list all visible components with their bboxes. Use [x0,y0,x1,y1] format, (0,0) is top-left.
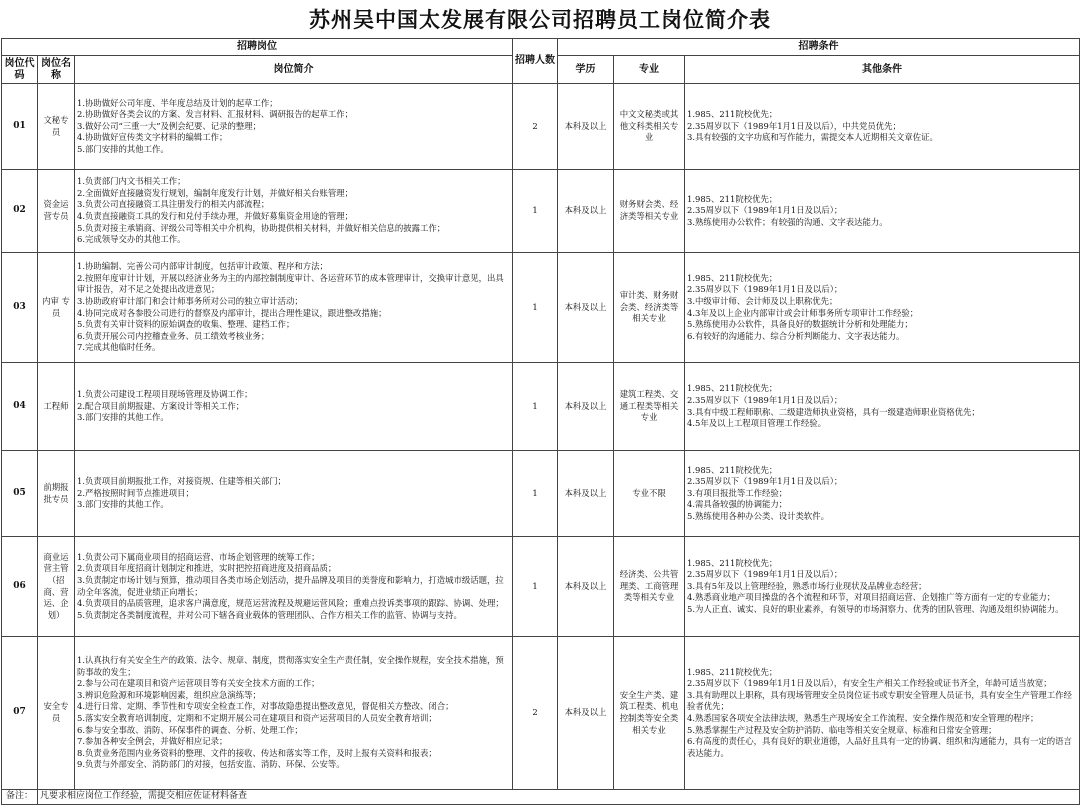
condition-line: 5.熟练使用各种办公类、设计类软件。 [687,510,829,521]
condition-line: 1.985、211院校优先； [687,666,778,677]
intro-line: 2.配合项目前期报建、方案设计等相关工作； [77,400,245,411]
education-requirement: 本科及以上 [558,84,614,170]
major-requirement: 财务财会类、经济类等相关专业 [614,170,685,253]
intro-line: 4.负责直接融资工具的发行和兑付手续办理，并做好募集资金用途的管理； [77,211,353,221]
condition-line: 3.具有5年及以上管理经验，熟悉市场行业现状及品牌业态经营； [687,580,927,591]
table-row [2,637,1080,790]
intro-line: 7.参加各种安全例会，并做好相应记录； [77,736,228,747]
page-title: 苏州吴中国太发展有限公司招聘员工岗位简介表 [309,8,771,32]
footnote-label: 备注： [2,790,38,805]
intro-line: 5.负责对接主承销商、评级公司等相关中介机构，协助提供相关材料，并做好相关信息的披露工作； [77,222,446,233]
footnote-text: 凡要求相应岗位工作经验，需提交相应佐证材料备查 [38,790,1080,805]
position-code: 05 [2,451,38,537]
intro-line: 3.部门安排的其他工作。 [77,412,169,423]
position-intro [75,253,513,363]
condition-line: 3.具有助理以上职称，具有现场管理安全员岗位证书或专职安全管理人员证书，具有安全生产管理工作经验者优先； [687,689,1072,712]
position-intro [75,637,513,790]
condition-line: 1.985、211院校优先； [687,557,778,568]
intro-line: 2.协助做好各类会议的方案、发言材料、汇报材料、调研报告的起草工作； [77,109,353,120]
header-name: 岗位名称 [38,56,75,84]
major-requirement: 建筑工程类、交通工程类等相关专业 [614,363,685,451]
position-code: 04 [2,363,38,451]
position-name: 文秘专员 [38,84,75,170]
hiring-count: 2 [513,84,558,170]
intro-line: 1.负责项目前期报批工作，对接资规、住建等相关部门； [77,476,286,487]
position-name: 工程师 [38,363,75,451]
education-requirement: 本科及以上 [558,451,614,537]
intro-line: 3.负责公司直接融资工具注册发行的相关内部流程； [77,199,270,210]
header-other: 其他条件 [685,56,1080,84]
condition-line: 2.35周岁以下（1989年1月1日及以后），中共党员优先； [687,120,901,131]
hiring-count: 1 [513,170,558,253]
position-intro [75,537,513,637]
condition-line: 2.35周岁以下（1989年1月1日及以后）； [687,476,843,487]
major-requirement: 安全生产类、建筑工程类、机电控制类等安全类相关专业 [614,637,685,790]
position-name: 前期报批专员 [38,451,75,537]
major-requirement: 经济类、公共管理类、工商管理类等相关专业 [614,537,685,637]
intro-line: 1.负责公司建设工程项目现场管理及协调工作； [77,389,253,400]
position-code: 01 [2,84,38,170]
intro-line: 5.负责有关审计资料的原始调查的收集、整理、建档工作； [77,319,295,330]
position-intro [75,363,513,451]
condition-line: 2.35周岁以下（1989年1月1日及以后）； [687,569,843,580]
header-position-group: 招聘岗位 [2,39,513,56]
position-name: 资金运营专员 [38,170,75,253]
position-intro [75,84,513,170]
table-row [2,451,1080,537]
position-name: 安全专员 [38,637,75,790]
intro-line: 5.负责制定各类制度流程，并对公司下辖各商业载体的管理团队、合作方相关工作的监管、协调与支持。 [77,609,462,620]
header-conditions-group: 招聘条件 [558,39,1080,56]
position-code: 06 [2,537,38,637]
intro-line: 2.按照年度审计计划，开展以经济业务为主的内部控制制度审计、各运营环节的成本管理审计，交换审计意见，出具审计报告，对不足之处提出改进意见； [77,272,504,295]
other-conditions [685,451,1080,537]
hiring-count: 1 [513,363,558,451]
hiring-count: 2 [513,637,558,790]
intro-line: 3.协助政府审计部门和会计师事务所对公司的独立审计活动； [77,295,303,306]
education-requirement: 本科及以上 [558,253,614,363]
header-code: 岗位代码 [2,56,38,84]
position-code: 07 [2,637,38,790]
hiring-count: 1 [513,537,558,637]
other-conditions [685,637,1080,790]
intro-line: 4.进行日常、定期、季节性和专项安全检查工作，对事故隐患提出整改意见，督促相关方整改、闭合； [77,701,454,712]
condition-line: 6.有较好的沟通能力、综合分析判断能力、文字表达能力。 [687,330,905,341]
major-requirement: 审计类、财务财会类、经济类等相关专业 [614,253,685,363]
intro-line: 4.负责项目的品质管理，追求客户满意度，规范运营流程及规避运营风险；重难点投诉类事项的跟踪、协调、处理； [77,598,504,609]
education-requirement: 本科及以上 [558,637,614,790]
recruitment-table [1,38,1080,805]
position-intro [75,451,513,537]
header-major: 专业 [614,56,685,84]
intro-line: 3.辨识危险源和环境影响因素，组织应急演练等； [77,689,261,700]
other-conditions [685,253,1080,363]
table-row [2,363,1080,451]
intro-line: 4.协同完成对各参股公司进行的督察及内部审计，提出合理性建议，跟进整改措施； [77,307,387,318]
major-requirement: 专业不限 [614,451,685,537]
other-conditions [685,537,1080,637]
condition-line: 5.熟悉掌握生产过程及安全防护消防、临电等相关安全规章、标准和日常安全管理； [687,724,997,735]
intro-line: 1.负责公司下属商业项目的招商运营、市场企划管理的统筹工作； [77,551,320,562]
condition-line: 1.985、211院校优先； [687,272,778,283]
position-name: 内审 专员 [38,253,75,363]
other-conditions [685,363,1080,451]
condition-line: 3.有项目报批等工作经验； [687,487,788,498]
header-intro: 岗位简介 [75,56,513,84]
condition-line: 4.3年及以上企业内部审计或会计师事务所专项审计工作经验； [687,307,919,318]
intro-line: 2.全面做好直接融资发行规划，编制年度发行计划，并做好相关台账管理； [77,187,353,198]
condition-line: 4.熟悉商业地产项目操盘的各个流程和环节，对项目招商运营、企划推广等方面有一定的专业能力； [687,592,1056,603]
intro-line: 3.部门安排的其他工作。 [77,499,169,510]
position-code: 03 [2,253,38,363]
intro-line: 6.参与安全事故、消防、环保事件的调查、分析、处理工作； [77,724,303,735]
intro-line: 3.做好公司“三重一大”及例会纪要、记录的整理； [77,120,262,131]
education-requirement: 本科及以上 [558,537,614,637]
table-row [2,170,1080,253]
table-row [2,537,1080,637]
condition-line: 3.熟练使用办公软件；有较强的沟通、文字表达能力。 [687,216,888,227]
intro-line: 2.参与公司在建项目和资产运营项目等有关安全技术方面的工作； [77,678,320,689]
condition-line: 4.5年及以上工程项目管理工作经验。 [687,418,826,429]
position-intro [75,170,513,253]
intro-line: 5.部门安排的其他工作。 [77,143,169,154]
condition-line: 4.熟悉国家各项安全法律法规，熟悉生产现场安全工作流程、安全操作规范和安全管理的程序； [687,713,1039,723]
condition-line: 3.中级审计师、会计师及以上职称优先； [687,295,838,306]
intro-line: 1.协助做好公司年度、半年度总结及计划的起草工作； [77,97,278,108]
intro-line: 5.落实安全教育培训制度，定期和不定期开展公司在建项目和资产运营项目的人员安全教育培训； [77,713,437,723]
condition-line: 1.985、211院校优先； [687,193,778,204]
major-requirement: 中文文秘类或其他文科类相关专业 [614,84,685,170]
hiring-count: 1 [513,451,558,537]
intro-line: 7.完成其他临时任务。 [77,342,161,353]
condition-line: 2.35周岁以下（1989年1月1日及以后）； [687,394,843,405]
condition-line: 5.熟练使用办公软件，具备良好的数据统计分析和处理能力； [687,319,913,330]
table-row [2,84,1080,170]
intro-line: 3.负责制定市场计划与预算，推动项目各类市场企划活动，提升品牌及项目的美誉度和影响力，打造城市级话题，拉动全年客流，促进业绩正向增长； [77,574,504,597]
education-requirement: 本科及以上 [558,363,614,451]
condition-line: 1.985、211院校优先； [687,109,778,120]
intro-line: 8.负责业务范围内业务资料的整理、文件的接收、传达和落实等工作，及时上报有关资料和报表； [77,747,437,758]
education-requirement: 本科及以上 [558,170,614,253]
condition-line: 4.需具备较强的协调能力； [687,499,788,510]
position-name: 商业运营主管（招商、营运、企划） [38,537,75,637]
intro-line: 4.协助做好宣传类文字材料的编辑工作； [77,132,228,143]
intro-line: 6.负责开展公司内控稽查业务、员工绩效考核业务； [77,330,270,341]
condition-line: 3.具有中级工程师职称、二级建造师执业资格，具有一级建造师职业资格优先； [687,406,980,417]
condition-line: 1.985、211院校优先； [687,464,778,475]
condition-line: 3.具有较强的文字功底和写作能力，需提交本人近期相关文章佐证。 [687,132,938,143]
other-conditions [685,84,1080,170]
intro-line: 1.负责部门内文书相关工作； [77,176,186,187]
header-education: 学历 [558,56,614,84]
condition-line: 2.35周岁以下（1989年1月1日及以后），有安全生产相关工作经验或证书齐全，年龄可适当放宽； [687,678,1052,689]
condition-line: 6.有高度的责任心，具有良好的职业道德，人品好且具有一定的协调、组织和沟通能力，具有一定的语言表达能力。 [687,736,1072,758]
condition-line: 2.35周岁以下（1989年1月1日及以后）； [687,205,843,216]
header-count: 招聘人数 [513,39,558,84]
intro-line: 1.认真执行有关安全生产的政策、法令、规章、制度，贯彻落实安全生产责任制，安全操作规程，安全技术措施，预防事故的发生； [77,655,504,677]
table-row [2,253,1080,363]
intro-line: 9.负责与外部安全、消防部门的对接，包括安监、消防、环保、公安等。 [77,759,345,770]
condition-line: 5.为人正直、诚实、良好的职业素养，有领导的市场洞察力、优秀的团队管理、沟通及组织协调能力。 [687,603,1064,614]
condition-line: 1.985、211院校优先； [687,383,778,394]
intro-line: 6.完成领导交办的其他工作。 [77,234,186,245]
intro-line: 2.严格按照时间节点推进项目； [77,487,194,498]
intro-line: 2.负责项目年度招商计划制定和推进，实时把控招商进度及招商品质； [77,563,337,574]
intro-line: 1.协助编制、完善公司内部审计制度，包括审计政策、程序和方法； [77,261,328,272]
hiring-count: 1 [513,253,558,363]
other-conditions [685,170,1080,253]
condition-line: 2.35周岁以下（1989年1月1日及以后）； [687,284,843,295]
position-code: 02 [2,170,38,253]
